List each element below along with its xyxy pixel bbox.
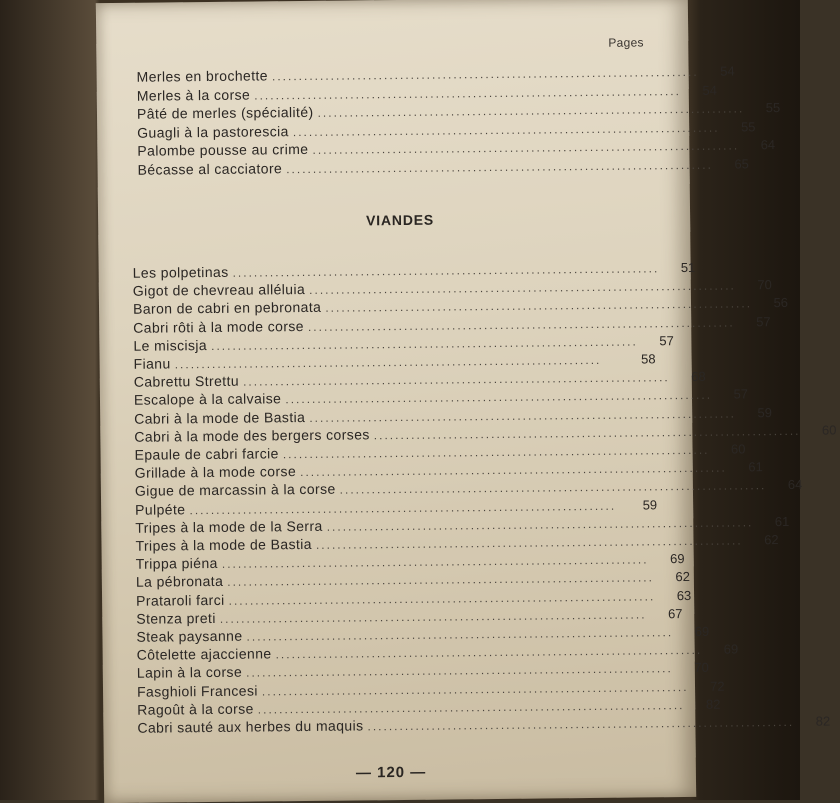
entry-page-number: 60	[821, 422, 837, 438]
entry-page-number: 62	[675, 569, 690, 585]
entry-title: Stenza preti	[136, 609, 216, 627]
dot-leader: ................................................................................	[309, 278, 736, 298]
pages-column-header: Pages	[608, 35, 644, 50]
entry-title: Cabri sauté aux herbes du maquis	[137, 717, 364, 736]
dot-leader: ................................................................................	[282, 442, 710, 462]
entry-title: Lapin à la corse	[136, 664, 243, 682]
dot-leader: ................................................................................	[246, 661, 673, 681]
entry-page-number: 55	[765, 100, 781, 116]
entry-title: Pulpéte	[135, 500, 186, 518]
entry-title: Grillade à la mode corse	[134, 463, 297, 481]
dot-leader: ................................................................................	[219, 607, 647, 626]
entry-page-number: 58	[641, 351, 656, 367]
dot-leader: ................................................................................	[257, 697, 685, 717]
entry-title: Tripes à la mode de la Serra	[135, 517, 323, 536]
entry-page-number: 68	[691, 368, 706, 385]
entry-page-number: 72	[709, 678, 725, 694]
entry-page-number: 70	[694, 660, 709, 676]
entry-page-number: 57	[756, 313, 771, 329]
section-title-viandes: VIANDES	[366, 211, 435, 229]
entry-title: Le miscisja	[133, 336, 208, 354]
entry-page-number: 64	[760, 137, 776, 153]
entry-page-number: 56	[773, 295, 789, 311]
dot-leader: ................................................................................	[292, 120, 720, 139]
dot-leader: ................................................................................	[228, 588, 656, 608]
entry-page-number: 51	[680, 259, 696, 276]
entry-page-number: 64	[787, 477, 803, 493]
entry-page-number: 67	[667, 605, 683, 622]
dot-leader: ................................................................................	[242, 370, 670, 389]
dot-leader: ................................................................................	[275, 643, 703, 662]
dot-leader: ................................................................................	[211, 334, 638, 353]
book-page	[96, 0, 837, 803]
entry-title: Bécasse al cacciatore	[137, 159, 283, 178]
dot-leader: ................................................................................	[221, 552, 649, 572]
entry-page-number: 55	[740, 118, 756, 134]
dot-leader: ................................................................................	[271, 64, 699, 84]
dot-leader: ................................................................................	[373, 423, 801, 443]
entry-title: Les polpetinas	[132, 263, 229, 281]
dot-leader: ................................................................................	[174, 352, 602, 372]
entry-page-number: 62	[764, 532, 779, 548]
dot-leader: ................................................................................	[261, 679, 689, 699]
entry-title: Merles en brochette	[136, 67, 269, 85]
entry-page-number: 61	[748, 459, 763, 475]
dot-leader: ................................................................................	[367, 714, 795, 734]
entry-page-number: 57	[733, 386, 749, 402]
entry-title: Steak paysanne	[136, 627, 243, 645]
entry-title: Tripes à la mode de Bastia	[135, 535, 313, 554]
entry-title: La pébronata	[135, 573, 224, 591]
entry-page-number: 54	[720, 63, 735, 79]
entry-page-number: 63	[676, 587, 692, 603]
entry-title: Fianu	[133, 355, 171, 372]
dot-leader: ................................................................................	[309, 406, 737, 425]
entry-page-number: 82	[705, 696, 721, 712]
entry-title: Pâté de merles (spécialité)	[136, 103, 314, 122]
dot-leader: ................................................................................	[307, 315, 735, 334]
entry-title: Ragoût à la corse	[137, 700, 254, 718]
entry-title: Gigue de marcassin à la corse	[134, 481, 336, 500]
entry-title: Merles à la corse	[136, 86, 251, 104]
dot-leader: ................................................................................	[246, 625, 674, 644]
dot-leader: ................................................................................	[232, 261, 660, 280]
entry-title: Baron de cabri en pebronata	[132, 299, 322, 318]
page-number: — 120 —	[355, 763, 427, 782]
dot-leader: ................................................................................	[339, 478, 767, 498]
dot-leader: ................................................................................	[317, 101, 745, 120]
dot-leader: ................................................................................	[325, 296, 753, 316]
entry-title: Gigot de chevreau alléluia	[132, 281, 306, 299]
entry-title: Cabri à la mode des bergers corses	[134, 426, 370, 445]
dot-leader: ................................................................................	[300, 460, 727, 480]
entry-page-number: 61	[774, 513, 790, 529]
dot-leader: ................................................................................	[285, 388, 713, 407]
entry-title: Cabrettu Strettu	[133, 372, 240, 390]
entry-page-number: 59	[642, 496, 658, 513]
entry-title: Fasghioli Francesi	[136, 682, 258, 700]
entry-title: Palombe pousse au crime	[137, 140, 309, 159]
dot-leader: ................................................................................	[286, 157, 713, 176]
entry-page-number: 69	[669, 551, 685, 567]
dot-leader: ................................................................................	[326, 515, 754, 534]
dot-leader: ................................................................................	[189, 498, 617, 517]
entry-page-number: 60	[730, 441, 746, 457]
entry-title: Escalope à la calvaise	[133, 390, 282, 409]
entry-title: Cabri à la mode de Bastia	[134, 408, 306, 427]
entry-page-number: 69	[694, 623, 710, 639]
entry-title: Trippa piéna	[135, 555, 218, 572]
entry-page-number: 69	[723, 641, 739, 657]
entry-title: Côtelette ajaccienne	[136, 645, 272, 663]
dot-leader: ................................................................................	[312, 138, 740, 157]
dot-leader: ................................................................................	[227, 570, 654, 590]
entry-page-number: 54	[702, 82, 717, 98]
entry-page-number: 82	[815, 713, 831, 729]
toc-entry	[137, 155, 749, 179]
entry-page-number: 65	[734, 155, 749, 171]
entry-page-number: 59	[757, 404, 773, 420]
entry-title: Epaule de cabri farcie	[134, 445, 279, 463]
dot-leader: ................................................................................	[315, 533, 743, 552]
entry-title: Cabri rôti à la mode corse	[133, 317, 305, 336]
dot-leader: ................................................................................	[254, 83, 681, 103]
entry-title: Guagli à la pastorescia	[137, 122, 289, 141]
entry-title: Prataroli farci	[135, 591, 225, 609]
entry-page-number: 57	[659, 332, 674, 349]
entry-page-number: 70	[757, 277, 772, 293]
